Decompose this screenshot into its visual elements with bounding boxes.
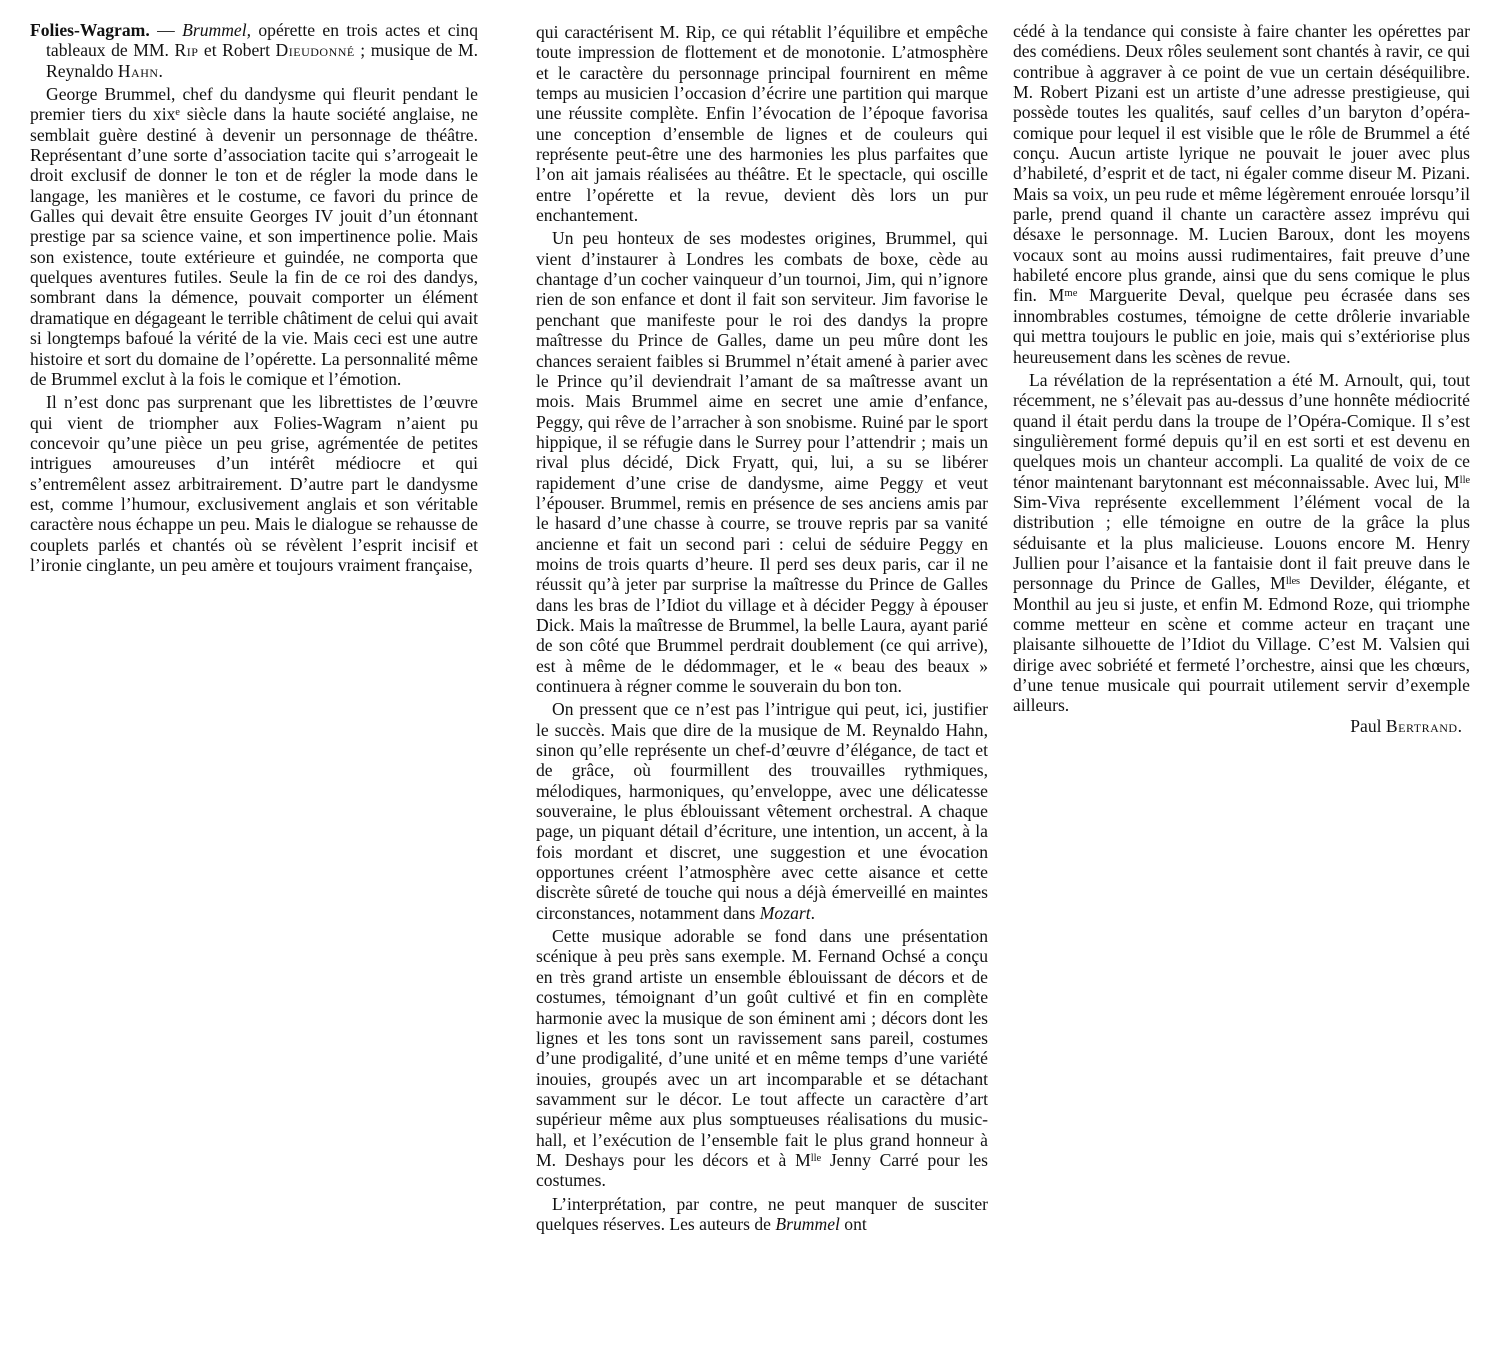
signature-first-name: Paul [1350, 715, 1386, 736]
author-signature [1013, 716, 1470, 736]
column-1 [30, 20, 478, 575]
review-heading [30, 20, 478, 81]
paragraph: qui caractérisent M. Rip, ce qui rétablit l’équilibre et empêche toute impression de flottement et de monotonie. L’atmosphère et le caractère du personnage principal fournirent en même temps au musicien l’occasion d’écrire une partition qui marque une réussite complète. Enfin l’évocation de l’époque favorisa une conception d’ensemble de lignes et de couleurs qui représente peut-être une des harmonies les plus parfaites que l’on ait jamais réalisées au théâtre. Et le spectacle, qui oscille entre l’opérette et la revue, devient dès lors un pur enchantement. [536, 22, 988, 226]
author-rip: Rip [174, 40, 199, 61]
heading-dash: — [149, 20, 183, 40]
heading-text: ; musique de M. Reynaldo [46, 40, 479, 81]
column-3 [1013, 21, 1470, 736]
heading-text: . [158, 60, 163, 81]
composer-hahn: Hahn [117, 60, 159, 81]
column-2 [536, 22, 988, 1234]
paragraph-text: L’interprétation, par contre, ne peut manquer de susciter quelques réserves. Les auteurs de [536, 1193, 988, 1234]
paragraph: La révélation de la représentation a été M. Arnoult, qui, tout récemment, ne s’élevait pas au-dessus d’une honnête médiocrité quand il était perdu dans la troupe de l’Opéra-Comique. Il s’est singulièrement formé depuis qu’il en est sorti et est devenu en quelques mois un chanteur accompli. La qualité de voix de ce ténor maintenant barytonnant est méconnaissable. Avec lui, Mˡˡᵉ Sim-Viva représente excellemment l’élément vocal de la distribution ; elle témoigne en outre de la grâce la plus séduisante et la plus malicieuse. Louons encore M. Henry Jullien pour l’aisance et la fantaisie dont il fait preuve dans le personnage du Prince de Galles, Mˡˡᵉˢ Devilder, élégante, et Monthil au jeu si juste, et enfin M. Edmond Roze, qui triomphe comme metteur en scène et comme acteur en traçant une plaisante silhouette de l’Idiot du Village. C’est M. Valsien qui dirige avec sobriété et fermeté l’orchestre, ainsi que les chœurs, d’une tenue musicale qui pourrait utilement servir d’exemple ailleurs. [1013, 369, 1470, 716]
paragraph-text: ont [839, 1213, 867, 1234]
paragraph [536, 699, 988, 923]
paragraph: Un peu honteux de ses modestes origines, Brummel, qui vient d’instaurer à Londres les combats de boxe, cède au chantage d’un cocher vainqueur d’un tournoi, Jim, qui n’ignore rien de son enfance et dont il fait son serviteur. Jim favorise le penchant que manifeste pour le roi des dandys la propre maîtresse du Prince de Galles, dame un peu mûre dont les chances seraient faibles si Brummel n’était amené à parier avec le Prince qu’il deviendrait l’amant de sa maîtresse avant un mois. Mais Brummel aime en secret une amie d’enfance, Peggy, qui rêve de l’arracher à son snobisme. Ruiné par le sport hippique, il se réfugie dans le Surrey pour l’attendrir ; mais un rival plus décidé, Dick Fryatt, qui, lui, a su se libérer rapidement d’une crise de dandysme, aime Peggy et veut l’épouser. Brummel, remis en présence de ses anciens amis par le hasard d’une chasse à courre, se trouve repris par sa vanité ancienne et fait un second pari : celui de séduire Peggy en moins de trois quarts d’heure. Il perd ses deux paris, car il ne réussit qu’à jeter par surprise la maîtresse du Prince de Galles dans les bras de l’Idiot du village et à décider Peggy à épouser Dick. Mais la maîtresse de Brummel, la belle Laura, ayant parié de son côté que Brummel perdrait doublement (ce qui arrive), est à même de le dédommager, et le « beau des beaux » continuera à régner comme le souverain du bon ton. [536, 228, 988, 696]
paragraph: George Brummel, chef du dandysme qui fleurit pendant le premier tiers du xixᵉ siècle dans la haute société anglaise, ne semblait guère destiné à devenir un personnage de théâtre. Représentant d’une sorte d’association tacite qui s’arrogeait le droit exclusif de donner le ton et de régler la mode dans le langage, les manières et le costume, ce favori du prince de Galles qui devait être ensuite Georges IV jouit d’un étonnant prestige par sa science vaine, et son impertinence polie. Mais son existence, toute extérieure et guindée, ne comporta que quelques aventures futiles. Seule la fin de ce roi des dandys, sombrant dans la démence, pouvait comporter un élément dramatique en dégageant le terrible châtiment de celui qui avait si longtemps bafoué la vérité de la vie. Mais ceci est une autre histoire et sort du domaine de l’opérette. La personnalité même de Brummel exclut à la fois le comique et l’émotion. [30, 84, 478, 389]
signature-last-name: Bertrand [1385, 715, 1458, 736]
author-dieudonne: Dieudonné [275, 40, 355, 61]
work-title-brummel: Brummel [775, 1213, 840, 1234]
venue-name: Folies-Wagram. [30, 20, 150, 40]
paragraph: cédé à la tendance qui consiste à faire chanter les opérettes par des comédiens. Deux rôles seulement sont chantés à ravir, ce qui contribue à aggraver à ce point de vue un certain déséquilibre. M. Robert Pizani est un artiste d’une adresse prestigieuse, qui possède toutes les qualités, sauf celles d’un baryton d’opéra-comique pour lequel il est visible que le rôle de Brummel a été conçu. Aucun artiste lyrique ne pouvait le jouer avec plus d’habileté, d’esprit et de tact, ni égaler comme diseur M. Pizani. Mais sa voix, un peu rude et même légèrement enrouée lorsqu’il parle, prend quand il chante un caractère assez imprévu qui désaxe le personnage. M. Lucien Baroux, dont les moyens vocaux sont au moins aussi rudimentaires, fait preuve d’une habileté encore plus grande, ainsi que du sens comique le plus fin. Mᵐᵉ Marguerite Deval, quelque peu écrasée dans ses innombrables costumes, témoigne de cette drôlerie invariable qui mettra toujours le public en joie, mais qui s’extériorise plus heureusement dans les scènes de revue. [1013, 21, 1470, 367]
paragraph [536, 1194, 988, 1235]
heading-text: opérette en trois actes et cinq tableaux de MM. [46, 20, 478, 61]
signature-end: . [1457, 715, 1462, 736]
paragraph: Cette musique adorable se fond dans une présentation scénique à peu près sans exemple. M. Fernand Ochsé a conçu en très grand artiste un ensemble éblouissant de décors et de costumes, témoignant d’un goût cultivé et fin en complète harmonie avec la musique de son éminent ami ; décors dont les lignes et les tons sont un ravissement sans pareil, costumes d’une prodigalité, d’une unité et en même temps d’une variété inouies, groupés avec un art incomparable et se détachant savamment sur le décor. Le tout affecte un caractère d’art supérieur même aux plus somptueuses réalisations du music-hall, et l’exécution de l’ensemble fait le plus grand honneur à M. Deshays pour les décors et à Mˡˡᵉ Jenny Carré pour les costumes. [536, 926, 988, 1191]
work-title: Brummel, [182, 20, 251, 40]
paragraph-text: On pressent que ce n’est pas l’intrigue qui peut, ici, justifier le succès. Mais que dire de la musique de M. Reynaldo Hahn, sinon qu’elle représente un chef-d’œuvre d’élégance, de tact et de grâce, où fourmillent des trouvailles rythmiques, mélodiques, harmoniques, qu’enveloppe, avec une délicatesse souveraine, le plus éblouissant vêtement orchestral. A chaque page, un piquant détail d’écriture, une intention, un accent, à la fois mordant et discret, une suggestion et une évocation opportunes créent l’atmosphère avec cette aisance et cette discrète sûreté de touche qui nous a déjà émerveillé en maintes circonstances, notamment dans [536, 699, 988, 923]
work-title-mozart: Mozart [759, 902, 811, 923]
paragraph: Il n’est donc pas surprenant que les librettistes de l’œuvre qui vient de triompher aux Folies-Wagram n’aient pu concevoir qu’une pièce un peu grise, agrémentée de petites intrigues amoureuses d’un intérêt médiocre et qui s’entremêlent assez arbitrairement. D’autre part le dandysme est, comme l’humour, exclusivement anglais et son véritable caractère nous échappe un peu. Mais le dialogue se rehausse de couplets parlés et chantés où se révèlent l’esprit incisif et l’ironie cinglante, un peu amère et toujours vraiment française, [30, 392, 478, 575]
paragraph-text: . [810, 902, 816, 923]
heading-text: et Robert [198, 40, 276, 61]
